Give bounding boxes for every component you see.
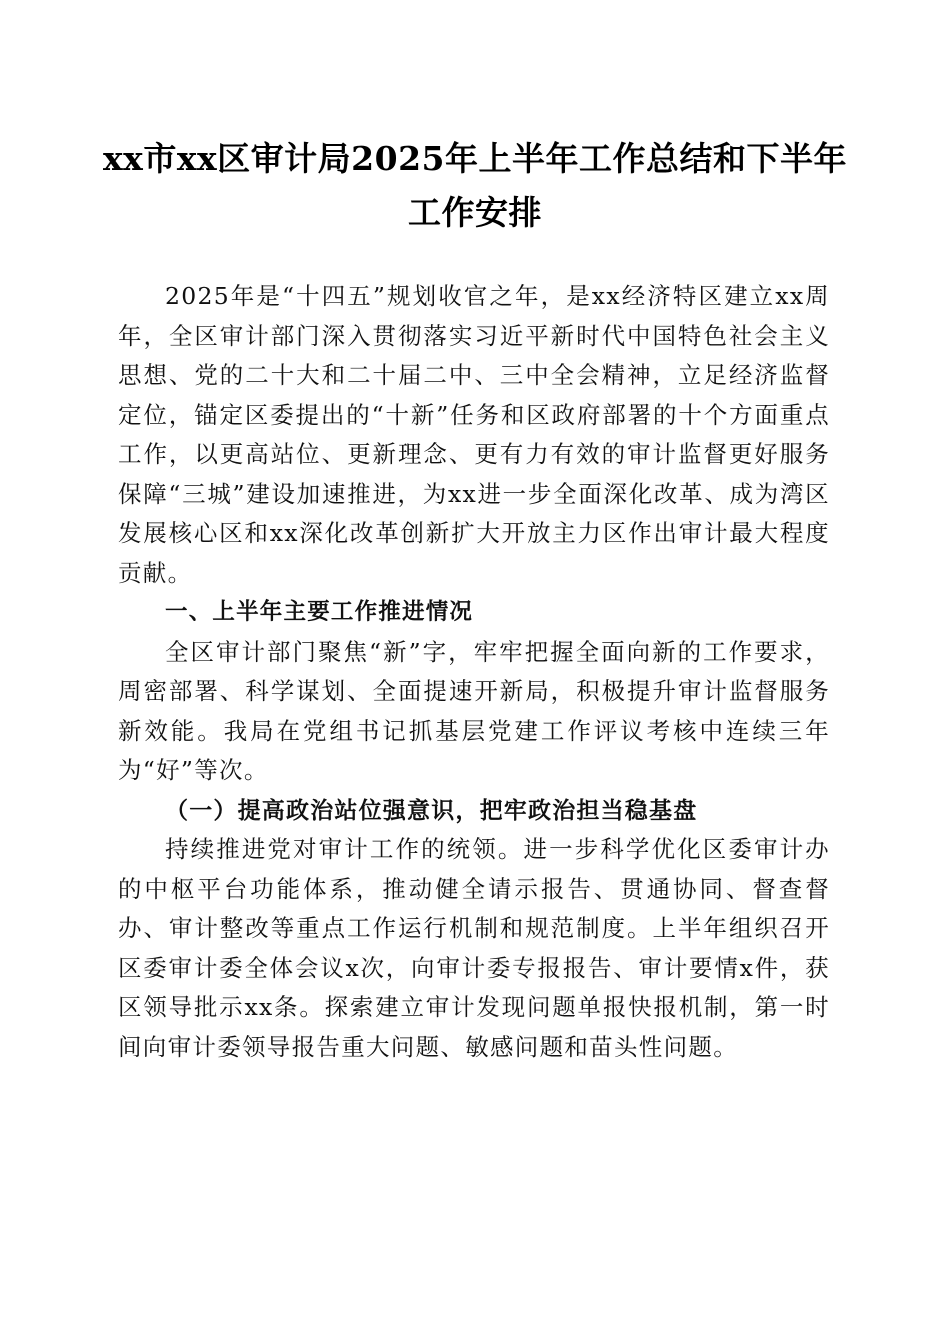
section-heading-1: 一、上半年主要工作推进情况 [165,599,474,625]
document-body [118,277,830,1067]
subsection-1-paragraph: 持续推进党对审计工作的统领。进一步科学优化区委审计办的中枢平台功能体系，推动健全请示报告、贯通协同、督查督办、审计整改等重点工作运行机制和规范制度。上半年组织召开区委审计委全体会议x次，向审计委专报报告、审计要情x件，获区领导批示xx条。探索建立审计发现问题单报快报机制，第一时间向审计委领导报告重大问题、敏感问题和苗头性问题。 [118,835,830,1061]
document-title: xx市xx区审计局2025年上半年工作总结和下半年工作安排 [102,139,848,232]
section-1-paragraph: 全区审计部门聚焦“新”字，牢牢把握全面向新的工作要求，周密部署、科学谋划、全面提速开新局，积极提升审计监督服务新效能。我局在党组书记抓基层党建工作评议考核中连续三年为“好”等次。 [118,637,830,784]
subsection-heading-1: （一）提高政治站位强意识，把牢政治担当稳基盘 [165,796,698,824]
intro-paragraph: 2025年是“十四五”规划收官之年，是xx经济特区建立xx周年，全区审计部门深入贯彻落实习近平新时代中国特色社会主义思想、党的二十大和二十届二中、三中全会精神，立足经济监督定位，锚定区委提出的“十新”任务和区政府部署的十个方面重点工作，以更高站位、更新理念、更有力有效的审计监督更好服务保障“三城”建设加速推进，为xx进一步全面深化改革、成为湾区发展核心区和xx深化改革创新扩大开放主力区作出审计最大程度贡献。 [118,282,830,587]
